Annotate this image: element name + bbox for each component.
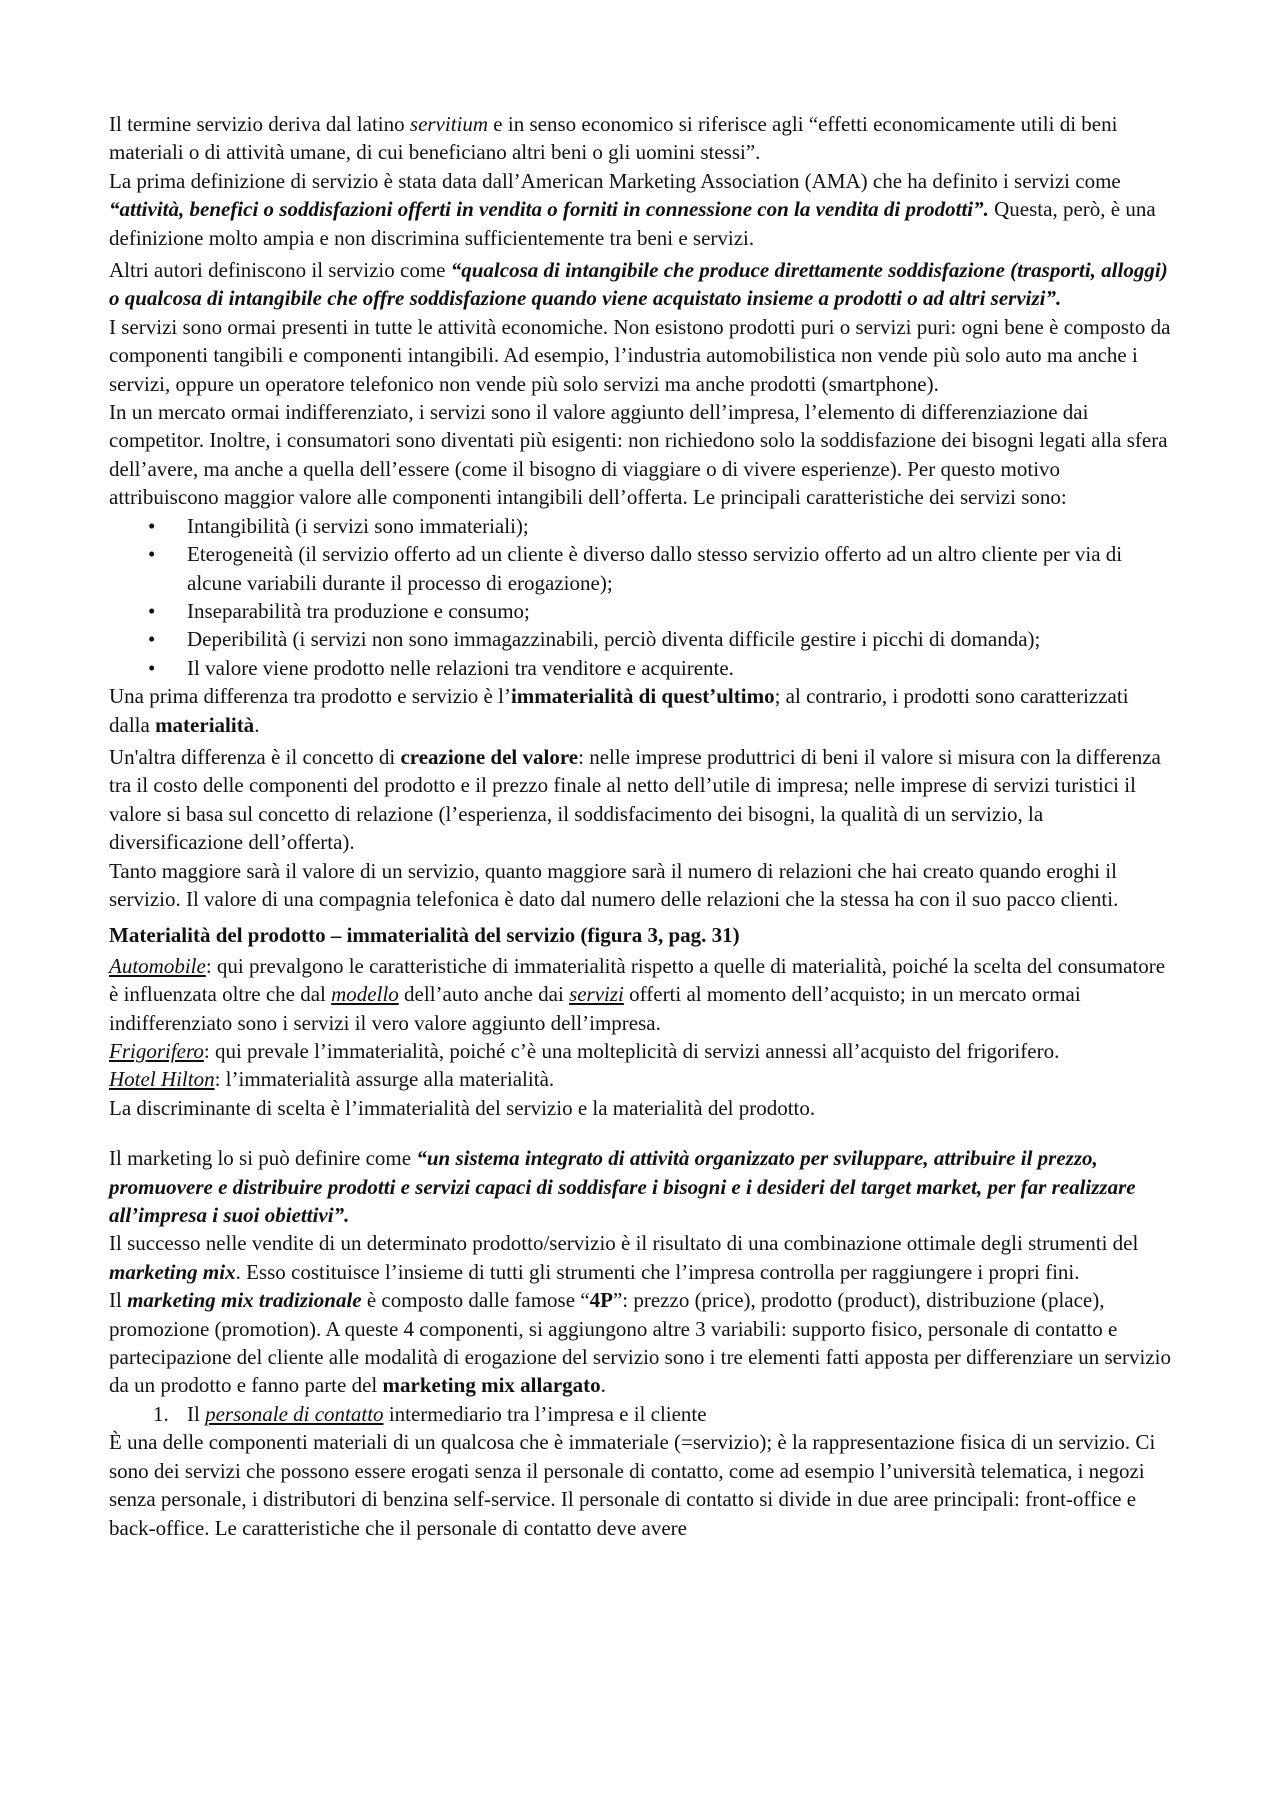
paragraph-etymology: Il termine servizio deriva dal latino servitium e in senso economico si riferisce agli “effetti economicamente utili di beni materiali o di attività umane, di cui beneficiano altri beni o gli uomini stessi”.	[109, 112, 1118, 165]
paragraph-4p: Il marketing mix tradizionale è composto dalle famose “4P”: prezzo (price), prodotto (product), distribuzione (place), promozione (promotion). A queste 4 componenti, si aggiungono altre 3 variabili: supporto fisico, personale di contatto e partecipazione del cliente alle modalità di erogazione del servizio sono i tre elementi fatti apposta per differenziare un servizio da un prodotto e fanno parte del marketing mix allargato.	[109, 1288, 1171, 1398]
paragraph-other-authors: Altri autori definiscono il servizio come “qualcosa di intangibile che produce direttamente soddisfazione (trasporti, alloggi) o qualcosa di intangibile che offre soddisfazione quando viene acquistato insieme a prodotti o ad altri servizi”.	[109, 258, 1168, 311]
paragraph-value-creation: Un'altra differenza è il concetto di creazione del valore: nelle imprese produttrici di beni il valore si misura con la differenza tra il costo delle componenti del prodotto e il prezzo finale al netto dell’utile di impresa; nelle imprese di servizi turistici il valore si basa sul concetto di relazione (l’esperienza, il soddisfacimento dei bisogni, la qualità di un servizio, la diversificazione dell’offerta).	[109, 744, 1161, 855]
paragraph-services-presence: I servizi sono ormai presenti in tutte le attività economiche. Non esistono prodotti puri o servizi puri: ogni bene è composto da componenti tangibili e componenti intangibili. Ad esempio, l’industria automobilistica non vende più solo auto ma anche i servizi, oppure un operatore telefonico non vende più solo servizi ma anche prodotti (smartphone).	[109, 314, 1171, 396]
list-item: • Deperibilità (i servizi non sono immagazzinabili, perciò diventa difficile gestire i picchi di domanda);	[109, 625, 1172, 653]
list-item: 1. Il personale di contatto intermediario tra l’impresa e il cliente	[153, 1401, 707, 1426]
list-item: • Intangibilità (i servizi sono immateriali);	[109, 512, 1172, 540]
list-item: • Inseparabilità tra produzione e consumo;	[109, 597, 1172, 625]
list-item: • Eterogeneità (il servizio offerto ad un cliente è diverso dallo stesso servizio offerto ad un altro cliente per via di alcune variabili durante il processo di erogazione);	[109, 540, 1172, 597]
numbered-list	[109, 1400, 1172, 1428]
paragraph-discriminant: La discriminante di scelta è l’immaterialità del servizio e la materialità del prodotto.	[109, 1095, 816, 1120]
paragraph-hotel: Hotel Hilton: l’immaterialità assurge alla materialità.	[109, 1067, 555, 1092]
paragraph-market: In un mercato ormai indifferenziato, i servizi sono il valore aggiunto dell’impresa, l’elemento di differenziazione dai competitor. Inoltre, i consumatori sono diventati più esigenti: non richiedono solo la soddisfazione dei bisogni legati alla sfera dell’avere, ma anche a quella dell’essere (come il bisogno di viaggiare o di vivere esperienze). Per questo motivo attribuiscono maggior valore alle componenti intangibili dell’offerta. Le principali caratteristiche dei servizi sono:	[109, 400, 1168, 510]
paragraph-relations: Tanto maggiore sarà il valore di un servizio, quanto maggiore sarà il numero di relazioni che hai creato quando eroghi il servizio. Il valore di una compagnia telefonica è dato dal numero delle relazioni che la stessa ha con il suo pacco clienti.	[109, 858, 1119, 911]
list-item: • Il valore viene prodotto nelle relazioni tra venditore e acquirente.	[109, 654, 1172, 682]
paragraph-frigorifero: Frigorifero: qui prevale l’immaterialità, poiché c’è una molteplicità di servizi annessi all’acquisto del frigorifero.	[109, 1039, 1060, 1063]
paragraph-ama-definition: La prima definizione di servizio è stata data dall’American Marketing Association (AMA) che ha definito i servizi come “attività, benefici o soddisfazioni offerti in vendita o forniti in connessione con la vendita di prodotti”. Questa, però, è una definizione molto ampia e non discrimina sufficientemente tra beni e servizi.	[109, 168, 1156, 250]
paragraph-first-difference: Una prima differenza tra prodotto e servizio è l’immaterialità di quest’ultimo; al contrario, i prodotti sono caratterizzati dalla materialità.	[109, 684, 1129, 737]
paragraph-automobile: Automobile: qui prevalgono le caratteristiche di immaterialità rispetto a quelle di materialità, poiché la scelta del consumatore è influenzata oltre che dal modello dell’auto anche dai servizi offerti al momento dell’acquisto; in un mercato ormai indifferenziato sono i servizi il vero valore aggiunto dell’impresa.	[109, 953, 1166, 1035]
paragraph-marketing-mix: Il successo nelle vendite di un determinato prodotto/servizio è il risultato di una combinazione ottimale degli strumenti del marketing mix. Esso costituisce l’insieme di tutti gli strumenti che l’impresa controlla per raggiungere i propri fini.	[109, 1231, 1139, 1284]
paragraph-marketing-definition: Il marketing lo si può definire come “un sistema integrato di attività organizzato per sviluppare, attribuire il prezzo, promuovere e distribuire prodotti e servizi capaci di soddisfare i bisogni e i desideri del target market, per far realizzare all’impresa i suoi obiettivi”.	[109, 1146, 1136, 1228]
characteristics-list	[109, 512, 1172, 682]
paragraph-contact-staff: È una delle componenti materiali di un qualcosa che è immateriale (=servizio); è la rappresentazione fisica di un servizio. Ci sono dei servizi che possono essere erogati senza il personale di contatto, come ad esempio l’università telematica, i negozi senza personale, i distributori di benzina self-service. Il personale di contatto si divide in due aree principali: front-office e back-office. Le caratteristiche che il personale di contatto deve avere	[109, 1430, 1156, 1540]
section-heading: Materialità del prodotto – immaterialità del servizio (figura 3, pag. 31)	[109, 923, 740, 948]
